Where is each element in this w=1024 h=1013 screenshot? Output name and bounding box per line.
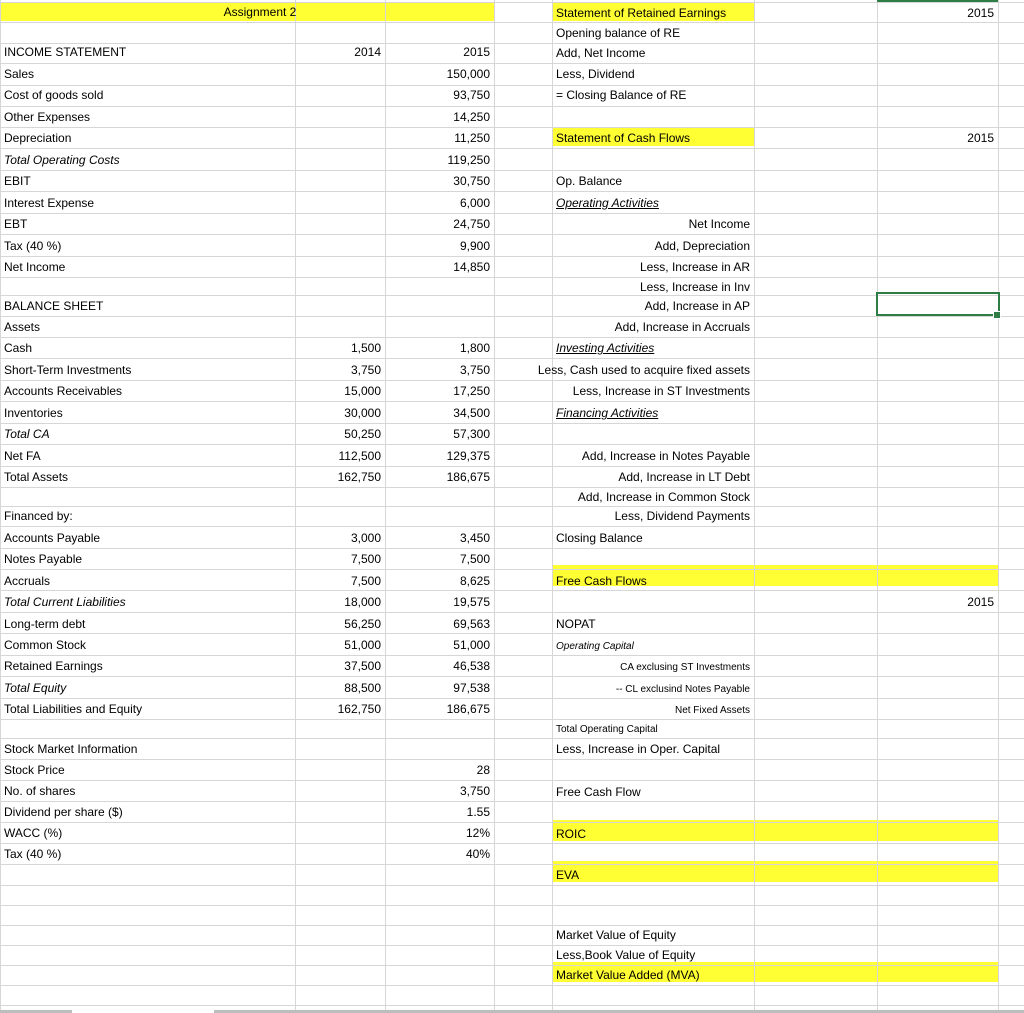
bs-value-2014: 88,500 bbox=[344, 681, 381, 695]
bs-label: Short-Term Investments bbox=[4, 363, 132, 377]
bs-value-2014: 162,750 bbox=[337, 470, 381, 484]
cf-op-balance: Op. Balance bbox=[556, 174, 623, 188]
is-label: Other Expenses bbox=[4, 110, 91, 124]
is-label: Total Operating Costs bbox=[4, 153, 120, 167]
bs-label: Net FA bbox=[4, 449, 41, 463]
fcf-ca-excl: CA exclusing ST Investments bbox=[620, 662, 750, 673]
re-row: Opening balance of RE bbox=[556, 26, 681, 40]
is-label: Interest Expense bbox=[4, 196, 95, 210]
bs-value-2015: 51,000 bbox=[453, 638, 490, 652]
year-2014-header: 2014 bbox=[354, 45, 381, 59]
cf-financing-row: Add, Increase in Notes Payable bbox=[581, 449, 750, 463]
fill-handle[interactable] bbox=[993, 311, 1001, 319]
bs-label: Total Liabilities and Equity bbox=[4, 702, 143, 716]
assets-label: Assets bbox=[4, 320, 41, 334]
fcf-cl-excl: -- CL exclusind Notes Payable bbox=[615, 684, 750, 695]
bs-value-2014: 30,000 bbox=[344, 406, 381, 420]
sm-label: Stock Price bbox=[4, 763, 65, 777]
is-value: 24,750 bbox=[453, 217, 490, 231]
sm-value: 3,750 bbox=[459, 784, 490, 798]
fcf-roic: ROIC bbox=[556, 827, 586, 841]
bs-value-2014: 1,500 bbox=[350, 341, 381, 355]
financed-by-label: Financed by: bbox=[4, 509, 73, 523]
cf-financing-row: Add, Increase in Common Stock bbox=[577, 490, 750, 504]
bs-value-2015: 1,800 bbox=[459, 341, 490, 355]
is-value: 11,250 bbox=[454, 131, 490, 145]
cf-operating-row: Add, Depreciation bbox=[654, 239, 750, 253]
cf-closing: Closing Balance bbox=[556, 531, 643, 545]
sm-value: 1.55 bbox=[466, 805, 490, 819]
bs-label: Total Equity bbox=[4, 681, 67, 695]
is-value: 30,750 bbox=[453, 174, 490, 188]
cf-investing-row: Less, Increase in ST Investments bbox=[572, 384, 750, 398]
fcf-eva: EVA bbox=[556, 868, 580, 882]
bs-value-2014: 3,000 bbox=[350, 531, 381, 545]
is-value: 14,850 bbox=[453, 260, 490, 274]
bs-value-2014: 3,750 bbox=[350, 363, 381, 377]
bs-label: Accruals bbox=[4, 574, 51, 588]
bs-value-2015: 34,500 bbox=[453, 406, 490, 420]
cf-operating-heading: Operating Activities bbox=[556, 196, 659, 210]
is-value: 150,000 bbox=[446, 67, 490, 81]
bs-label: Retained Earnings bbox=[4, 659, 103, 673]
is-label: Sales bbox=[4, 67, 35, 81]
year-2015-header: 2015 bbox=[463, 45, 490, 59]
bs-value-2014: 37,500 bbox=[344, 659, 381, 673]
cf-investing-row: Less, Cash used to acquire fixed assets bbox=[537, 363, 750, 377]
cf-financing-row: Less, Dividend Payments bbox=[614, 509, 750, 523]
cf-financing-row: Add, Increase in LT Debt bbox=[618, 470, 750, 484]
bs-value-2015: 7,500 bbox=[459, 552, 490, 566]
bs-value-2014: 112,500 bbox=[338, 449, 381, 463]
is-value: 9,900 bbox=[459, 239, 490, 253]
re-heading: Statement of Retained Earnings bbox=[556, 6, 727, 20]
is-value: 93,750 bbox=[453, 88, 490, 102]
bs-value-2014: 7,500 bbox=[350, 552, 381, 566]
fcf-free-cash-flow: Free Cash Flow bbox=[556, 785, 641, 799]
is-value: 119,250 bbox=[447, 153, 490, 167]
bs-value-2015: 8,625 bbox=[459, 574, 490, 588]
bs-label: Cash bbox=[4, 341, 33, 355]
bs-label: Total Current Liabilities bbox=[4, 595, 126, 609]
cf-operating-row: Add, Increase in AP bbox=[644, 299, 750, 313]
bs-label: Common Stock bbox=[4, 638, 87, 652]
bs-value-2014: 15,000 bbox=[344, 384, 381, 398]
bs-value-2014: 50,250 bbox=[344, 427, 381, 441]
fcf-heading: Free Cash Flows bbox=[556, 574, 647, 588]
bs-value-2015: 186,675 bbox=[446, 702, 490, 716]
bs-value-2015: 46,538 bbox=[453, 659, 490, 673]
balance-sheet-heading: BALANCE SHEET bbox=[4, 299, 104, 313]
bs-label: Total CA bbox=[4, 427, 50, 441]
fcf-total-op-capital: Total Operating Capital bbox=[556, 724, 658, 735]
bs-value-2015: 186,675 bbox=[446, 470, 490, 484]
bs-value-2015: 19,575 bbox=[453, 595, 490, 609]
is-label: Net Income bbox=[4, 260, 66, 274]
bs-label: Accounts Payable bbox=[4, 531, 101, 545]
bs-value-2015: 3,450 bbox=[459, 531, 490, 545]
bs-value-2015: 129,375 bbox=[446, 449, 490, 463]
cf-operating-row: Less, Increase in AR bbox=[639, 260, 750, 274]
bs-value-2015: 17,250 bbox=[453, 384, 490, 398]
sm-label: Tax (40 %) bbox=[4, 847, 62, 861]
is-label: EBIT bbox=[4, 174, 31, 188]
is-value: 6,000 bbox=[459, 196, 490, 210]
is-label: Tax (40 %) bbox=[4, 239, 62, 253]
cf-operating-row: Add, Increase in Accruals bbox=[614, 320, 750, 334]
bs-value-2014: 162,750 bbox=[337, 702, 381, 716]
sm-label: Dividend per share ($) bbox=[4, 805, 123, 819]
sheet-title: Assignment 2 bbox=[223, 5, 297, 19]
selected-cell[interactable] bbox=[876, 292, 1000, 316]
fcf-nopat: NOPAT bbox=[556, 617, 596, 631]
bs-value-2014: 7,500 bbox=[350, 574, 381, 588]
fcf-less-increase: Less, Increase in Oper. Capital bbox=[556, 742, 721, 756]
cf-heading: Statement of Cash Flows bbox=[556, 131, 691, 145]
bs-value-2015: 69,563 bbox=[453, 617, 490, 631]
cf-investing-heading: Investing Activities bbox=[556, 341, 655, 355]
sm-value: 40% bbox=[465, 847, 490, 861]
bs-value-2015: 3,750 bbox=[459, 363, 490, 377]
bs-value-2015: 57,300 bbox=[453, 427, 490, 441]
re-row: Add, Net Income bbox=[556, 46, 646, 60]
fcf-year: 2015 bbox=[967, 595, 994, 609]
fcf-net-fixed: Net Fixed Assets bbox=[674, 705, 750, 716]
bs-value-2014: 56,250 bbox=[344, 617, 381, 631]
is-value: 14,250 bbox=[453, 110, 490, 124]
bs-label: Long-term debt bbox=[4, 617, 86, 631]
is-label: Cost of goods sold bbox=[4, 88, 104, 102]
bs-value-2015: 97,538 bbox=[453, 681, 490, 695]
bs-label: Inventories bbox=[4, 406, 63, 420]
fcf-mva: Market Value Added (MVA) bbox=[556, 968, 700, 982]
stock-market-heading: Stock Market Information bbox=[4, 742, 138, 756]
sm-label: No. of shares bbox=[4, 784, 76, 798]
re-row: = Closing Balance of RE bbox=[556, 88, 687, 102]
cf-year: 2015 bbox=[967, 131, 994, 145]
bs-value-2014: 18,000 bbox=[344, 595, 381, 609]
cf-financing-heading: Financing Activities bbox=[556, 406, 659, 420]
cf-operating-row: Less, Increase in Inv bbox=[639, 280, 750, 294]
is-label: EBT bbox=[4, 217, 28, 231]
sm-value: 28 bbox=[476, 763, 490, 777]
active-column-marker bbox=[877, 0, 998, 2]
bs-label: Accounts Receivables bbox=[4, 384, 123, 398]
re-row: Less, Dividend bbox=[556, 67, 635, 81]
fcf-mve: Market Value of Equity bbox=[556, 928, 676, 942]
sm-value: 12% bbox=[465, 826, 490, 840]
roic-highlight bbox=[552, 820, 998, 841]
bs-label: Notes Payable bbox=[4, 552, 83, 566]
re-year: 2015 bbox=[967, 6, 994, 20]
fcf-operating-capital: Operating Capital bbox=[556, 641, 634, 652]
is-label: Depreciation bbox=[4, 131, 72, 145]
bs-value-2014: 51,000 bbox=[344, 638, 381, 652]
bs-label: Total Assets bbox=[4, 470, 69, 484]
fcf-bve: Less,Book Value of Equity bbox=[556, 948, 696, 962]
sm-label: WACC (%) bbox=[4, 826, 63, 840]
income-statement-heading: INCOME STATEMENT bbox=[4, 45, 127, 59]
cf-operating-row: Net Income bbox=[688, 217, 750, 231]
